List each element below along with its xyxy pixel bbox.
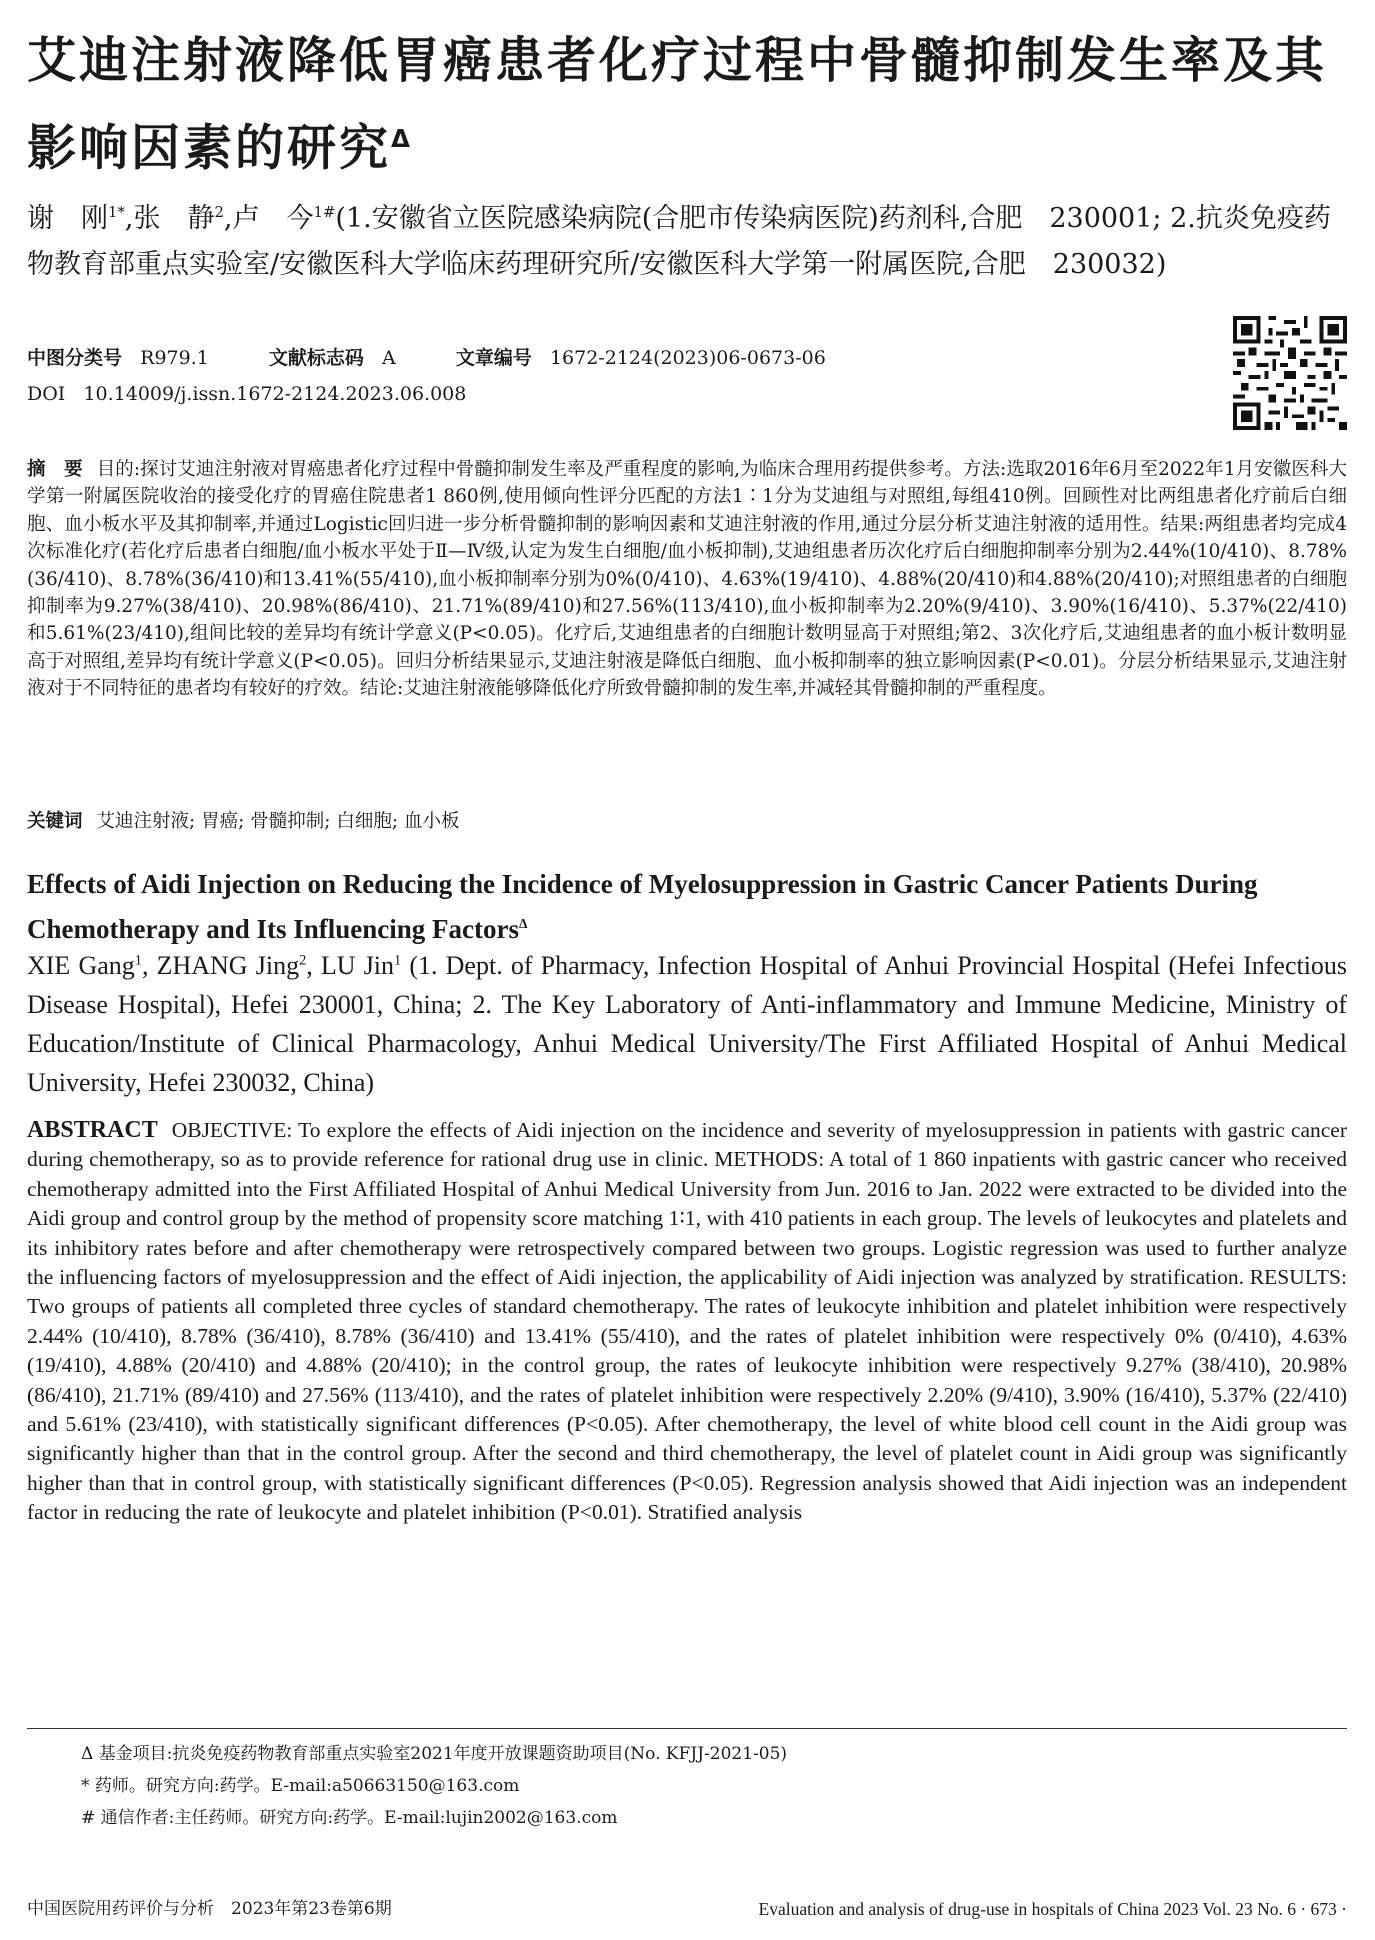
- doc-code-label: 文献标志码: [268, 347, 364, 369]
- article-metadata: [27, 340, 1207, 412]
- footer-journal-en: Evaluation and analysis of drug-use in hospitals of China 2023 Vol. 23 No. 6 · 673 ·: [758, 1899, 1347, 1919]
- chinese-abstract-text: 目的:探讨艾迪注射液对胃癌患者化疗过程中骨髓抑制发生率及严重程度的影响,为临床合理用药提供参考。方法:选取2016年6月至2022年1月安徽医科大学第一附属医院收治的接受化疗的胃癌住院患者1 860例,使用倾向性评分匹配的方法1∶1分为艾迪组与对照组,每组410例。回顾性对比两组患者化疗前后白细胞、血小板水平及其抑制率,并通过Logistic回归进一步分析骨髓抑制的影响因素和艾迪注射液的作用,通过分层分析艾迪注射液的适用性。结果:两组患者均完成4次标准化疗(若化疗后患者白细胞/血小板水平处于Ⅱ—Ⅳ级,认定为发生白细胞/血小板抑制),艾迪组患者历次化疗后白细胞抑制率分别为2.44%(10/410)、8.78%(36/410)、8.78%(36/410)和13.41%(55/410),血小板抑制率分别为0%(0/410)、4.63%(19/410)、4.88%(20/410)和4.88%(20/410);对照组患者的白细胞抑制率为9.27%(38/410)、20.98%(86/410)、21.71%(89/410)和27.56%(113/410),血小板抑制率为2.20%(9/410)、3.90%(16/410)、5.37%(22/410)和5.61%(23/410),组间比较的差异均有统计学意义(P<0.05)。化疗后,艾迪组患者的白细胞计数明显高于对照组;第2、3次化疗后,艾迪组患者的血小板计数明显高于对照组,差异均有统计学意义(P<0.05)。回归分析结果显示,艾迪注射液是降低白细胞、血小板抑制率的独立影响因素(P<0.01)。分层分析结果显示,艾迪注射液对于不同特征的患者均有较好的疗效。结论:艾迪注射液能够降低化疗所致骨髓抑制的发生率,并减轻其骨髓抑制的严重程度。: [27, 459, 1347, 700]
- author-name: 张 静: [133, 203, 215, 234]
- clc-value: R979.1: [140, 347, 209, 369]
- footer-journal-cn: 中国医院用药评价与分析 2023年第23卷第6期: [27, 1899, 392, 1919]
- chinese-authors: 谢 刚$^{1*}$,张 静$^2$,卢 今$^{1\#}$(1.安徽省立医院感染病院(合肥市传染病医院)药剂科,合肥 230001; 2.抗炎免疫药物教育部重点实验室/安徽医科大学临床药理研究所/安徽医科大学第一附属医院,合肥 230032): [27, 203, 1331, 280]
- doi-value: 10.14009/j.issn.1672-2124.2023.06.008: [83, 383, 467, 405]
- footnotes: [81, 1738, 1341, 1834]
- footnote-first-author: * 药师。研究方向:药学。E-mail:a50663150@163.com: [81, 1776, 520, 1796]
- author-name: XIE Gang: [27, 951, 135, 980]
- author-name: 卢 今: [232, 203, 314, 234]
- keywords-label: 关键词: [27, 811, 83, 832]
- author-name: 谢 刚: [27, 203, 108, 234]
- chinese-title: 艾迪注射液降低胃癌患者化疗过程中骨髓抑制发生率及其影响因素的研究$^\Delta$: [27, 32, 1328, 177]
- chinese-affiliation: (1.安徽省立医院感染病院(合肥市传染病医院)药剂科,合肥 230001; 2.抗炎免疫药物教育部重点实验室/安徽医科大学临床药理研究所/安徽医科大学第一附属医院,合肥 230032): [27, 203, 1331, 280]
- qr-code-icon: [1233, 316, 1347, 430]
- paper-page: [27, 0, 1347, 1940]
- footnote-divider: [27, 1728, 1347, 1729]
- keywords-text: 艾迪注射液; 胃癌; 骨髓抑制; 白细胞; 血小板: [96, 811, 460, 832]
- doc-code-value: A: [382, 347, 396, 369]
- english-title-fund-mark: Δ: [519, 916, 528, 931]
- doi-label: DOI: [27, 383, 66, 405]
- english-authors: XIE Gang$^1$, ZHANG Jing$^2$, LU Jin$^1$ (1. Dept. of Pharmacy, Infection Hospital of Anhui Provincial Hospital (Hefei Infectious Disease Hospital), Hefei 230001, China; 2. The Key Laboratory of Anti-inflammatory and Immune Medicine, Ministry of Education/Institute of Clinical Pharmacology, Anhui Medical University/The First Affiliated Hospital of Anhui Medical University, Hefei 230032, China): [27, 951, 1348, 1097]
- chinese-abstract-label: 摘 要: [27, 459, 83, 480]
- author-name: ZHANG Jing: [156, 951, 300, 980]
- chinese-keywords: [27, 808, 1347, 836]
- clc-label: 中图分类号: [27, 347, 123, 369]
- english-abstract-text: OBJECTIVE: To explore the effects of Aidi injection on the incidence and severity of myelosuppression in patients with gastric cancer during chemotherapy, so as to provide reference for rational drug use in clinic. METHODS: A total of 1 860 inpatients with gastric cancer who received chemotherapy admitted into the First Affiliated Hospital of Anhui Medical University from Jun. 2016 to Jan. 2022 were extracted to be divided into the Aidi group and control group by the method of propensity score matching 1∶1, with 410 patients in each group. The levels of leukocytes and platelets and its inhibitory rates before and after chemotherapy were retrospectively compared between two groups. Logistic regression was used to further analyze the influencing factors of myelosuppression and the effect of Aidi injection, the applicability of Aidi injection was analyzed by stratification. RESULTS: Two groups of patients all completed three cycles of standard chemotherapy. The rates of leukocyte inhibition and platelet inhibition were respectively 2.44% (10/410), 8.78% (36/410), 8.78% (36/410) and 13.41% (55/410), and the rates of platelet inhibition were respectively 0% (0/410), 4.63% (19/410), 4.88% (20/410) and 4.88% (20/410); in the control group, the rates of leukocyte inhibition were respectively 9.27% (38/410), 20.98% (86/410), 21.71% (89/410) and 27.56% (113/410), and the rates of platelet inhibition were respectively 2.20% (9/410), 3.90% (16/410), 5.37% (22/410) and 5.61% (23/410), with statistically significant differences (P<0.05). After chemotherapy, the level of white blood cell count in the Aidi group was significantly higher than that in the control group. After the second and third chemotherapy, the level of platelet count in Aidi group was significantly higher than that in control group, with statistically significant differences (P<0.05). Regression analysis showed that Aidi injection was an independent factor in reducing the rate of leukocyte and platelet inhibition (P<0.01). Stratified analysis: [27, 1118, 1347, 1525]
- english-title: Effects of Aidi Injection on Reducing the Incidence of Myelosuppression in Gastric Cancer Patients During Chemotherapy and Its Influencing Factors$^\Delta$: [27, 869, 1258, 944]
- english-abstract-label: ABSTRACT: [27, 1117, 158, 1143]
- article-number-value: 1672-2124(2023)06-0673-06: [549, 347, 826, 369]
- english-affiliation: (1. Dept. of Pharmacy, Infection Hospital of Anhui Provincial Hospital (Hefei Infectious Disease Hospital), Hefei 230001, China; 2. The Key Laboratory of Anti-inflammatory and Immune Medicine, Ministry of Education/Institute of Clinical Pharmacology, Anhui Medical University/The First Affiliated Hospital of Anhui Medical University, Hefei 230032, China): [27, 951, 1348, 1097]
- author-name: LU Jin: [320, 951, 395, 980]
- title-fund-mark: Δ: [391, 124, 413, 153]
- article-number-label: 文章编号: [455, 347, 532, 369]
- english-abstract: [27, 1116, 1347, 1528]
- footnote-corresponding-author: # 通信作者:主任药师。研究方向:药学。E-mail:lujin2002@163.com: [81, 1808, 618, 1828]
- chinese-abstract: [27, 456, 1347, 703]
- footnote-fund: Δ 基金项目:抗炎免疫药物教育部重点实验室2021年度开放课题资助项目(No. KFJJ-2021-05): [81, 1744, 788, 1764]
